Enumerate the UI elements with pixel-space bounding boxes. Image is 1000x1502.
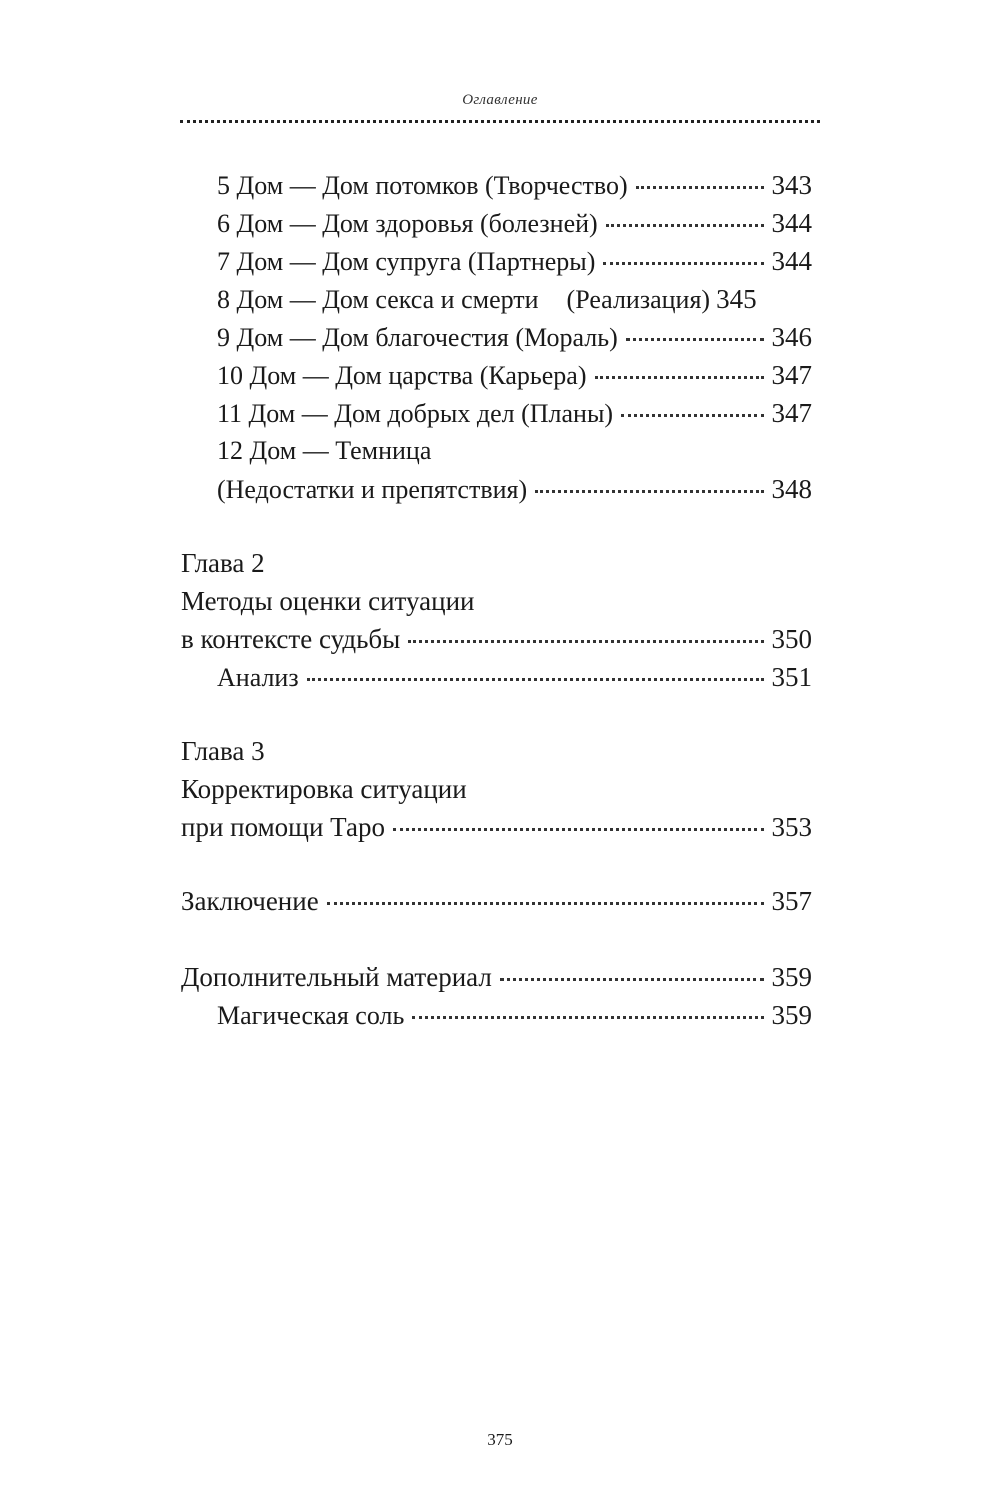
chapter-2-label[interactable]: Глава 2	[181, 548, 265, 578]
toc-entry-chapter-2[interactable]	[181, 620, 812, 658]
toc-entry-title-part2: (Реализация)	[566, 285, 711, 314]
toc-entry-page: 346	[771, 322, 812, 352]
toc-entry-page: 344	[771, 208, 812, 238]
toc-entry-title: 5 Дом — Дом потомков (Творчество)	[217, 171, 628, 200]
toc-entry-title: Магическая соль	[217, 1001, 405, 1030]
dot-leader	[626, 338, 764, 341]
dot-leader	[595, 376, 764, 379]
toc-entry-page: 344	[771, 246, 812, 276]
toc-entry-conclusion[interactable]	[181, 882, 812, 920]
toc-entry-house-9[interactable]	[217, 318, 812, 357]
toc-entry-house-5[interactable]	[217, 166, 812, 205]
toc-entry-title: при помощи Таро	[181, 812, 385, 842]
toc-entry-title: Дополнительный материал	[181, 962, 492, 992]
dot-leader	[412, 1016, 763, 1019]
toc-entry-title: (Недостатки и препятствия)	[217, 475, 528, 504]
toc-entry-additional-material[interactable]	[181, 958, 812, 996]
toc-entry-page: 357	[771, 886, 812, 916]
toc-entry-title: Заключение	[181, 886, 319, 916]
dot-leader	[408, 640, 763, 643]
toc-entry-title: 6 Дом — Дом здоровья (болезней)	[217, 209, 598, 238]
dot-leader	[606, 224, 764, 227]
toc-entry-page: 350	[771, 624, 812, 654]
toc-entry-title: 10 Дом — Дом царства (Карьера)	[217, 361, 587, 390]
dot-leader	[636, 186, 764, 189]
dot-leader	[500, 978, 764, 981]
chapter-3-label[interactable]: Глава 3	[181, 736, 265, 766]
toc-entry-house-11[interactable]	[217, 394, 812, 433]
page-number: 375	[487, 1430, 513, 1449]
chapter-3-title[interactable]: Корректировка ситуации	[181, 774, 467, 804]
dot-leader	[327, 902, 764, 905]
toc-entry-page: 351	[771, 662, 812, 692]
dot-leader	[307, 678, 764, 681]
toc-entry-page: 353	[771, 812, 812, 842]
dot-leader	[603, 262, 763, 265]
toc-entry-house-7[interactable]	[217, 242, 812, 281]
toc-entry-page: 345	[716, 284, 757, 314]
toc-entry-title: 11 Дом — Дом добрых дел (Планы)	[217, 399, 614, 428]
toc-entry-house-8[interactable]	[217, 280, 812, 319]
toc-entry-page: 359	[771, 962, 812, 992]
toc-entry-title: в контексте судьбы	[181, 624, 401, 654]
toc-entry-house-6[interactable]	[217, 204, 812, 243]
toc-entry-page: 359	[771, 1000, 812, 1030]
dotted-rule	[180, 120, 820, 123]
toc-entry-page: 343	[771, 170, 812, 200]
running-head: Оглавление	[462, 92, 538, 108]
chapter-2-title[interactable]: Методы оценки ситуации	[181, 586, 475, 616]
toc-entry-magic-salt[interactable]	[217, 996, 812, 1035]
toc-entry-house-12-title[interactable]: 12 Дом — Темница	[217, 436, 432, 465]
dot-leader	[393, 828, 764, 831]
dot-leader	[535, 490, 763, 493]
dot-leader	[621, 414, 763, 417]
toc-entry-chapter-3[interactable]	[181, 808, 812, 846]
toc-entry-title: 9 Дом — Дом благочестия (Мораль)	[217, 323, 618, 352]
toc-entry-title: 7 Дом — Дом супруга (Партнеры)	[217, 247, 596, 276]
toc-entry-house-12[interactable]	[217, 470, 812, 509]
toc-entry-house-10[interactable]	[217, 356, 812, 395]
toc-entry-title: Анализ	[217, 663, 299, 692]
toc-entry-page: 348	[771, 474, 812, 504]
toc-entry-analysis[interactable]	[217, 658, 812, 697]
toc-entry-title: 8 Дом — Дом секса и смерти	[217, 285, 539, 314]
toc-entry-page: 347	[771, 398, 812, 428]
toc-entry-page: 347	[771, 360, 812, 390]
